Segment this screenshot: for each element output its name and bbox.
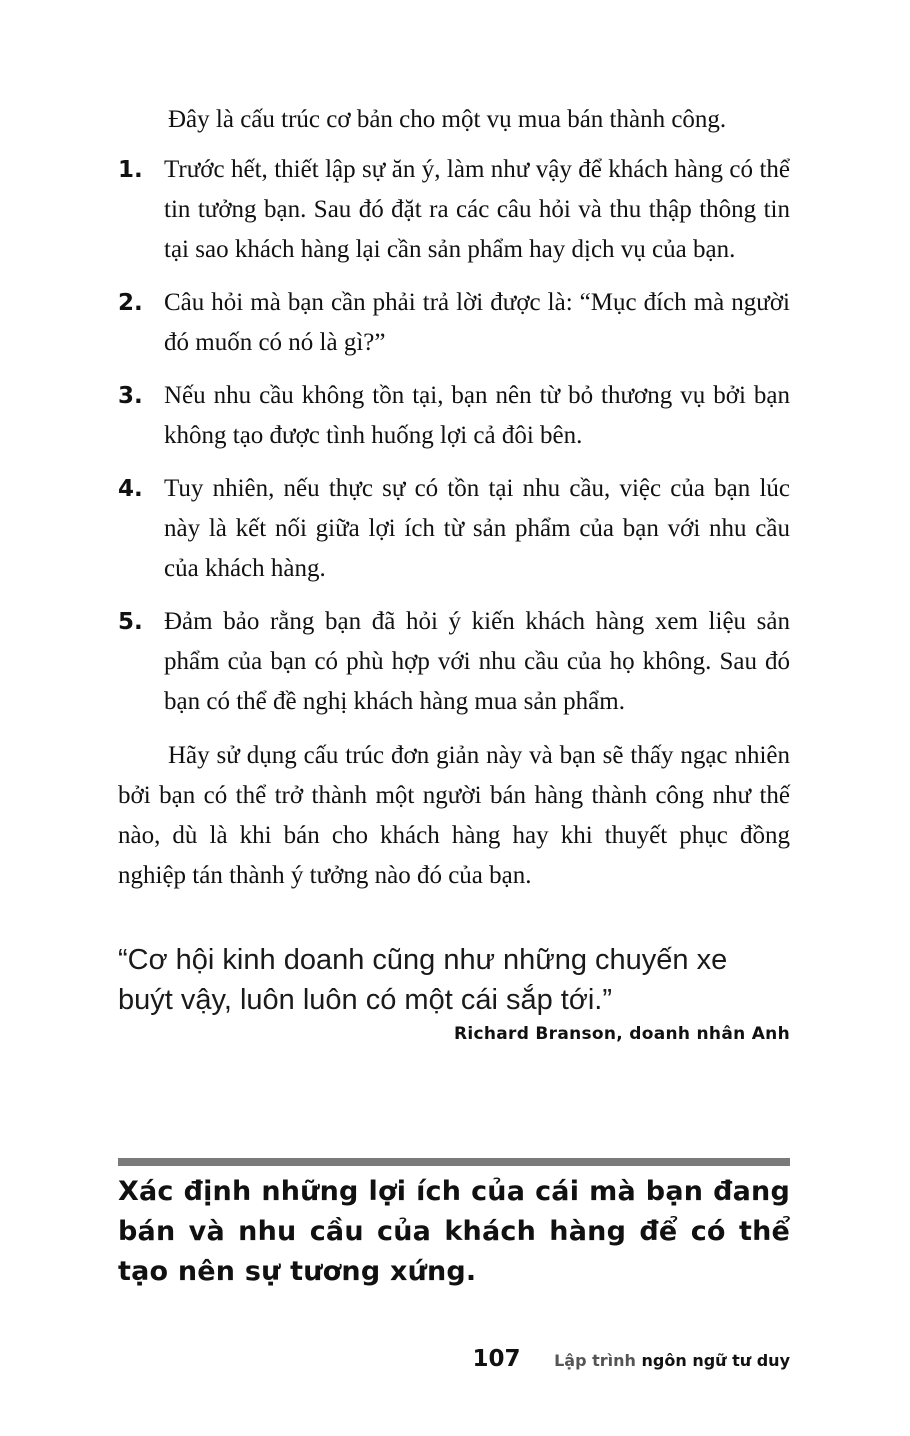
step-number: 3. bbox=[118, 383, 143, 409]
step-text: Đảm bảo rằng bạn đã hỏi ý kiến khách hàng xem liệu sản phẩm của bạn có phù hợp với nhu cầu của họ không. Sau đó bạn có thể đề nghị khách hàng mua sản phẩm. bbox=[164, 608, 790, 715]
steps-list bbox=[118, 150, 790, 722]
step-number: 4. bbox=[118, 476, 143, 502]
step-text: Câu hỏi mà bạn cần phải trả lời được là: “Mục đích mà người đó muốn có nó là gì?” bbox=[164, 289, 790, 356]
summary-divider bbox=[118, 1158, 790, 1166]
step-text: Nếu nhu cầu không tồn tại, bạn nên từ bỏ thương vụ bởi bạn không tạo được tình huống lợi cả đôi bên. bbox=[164, 382, 790, 449]
page-number: 107 bbox=[472, 1346, 521, 1372]
step-number: 5. bbox=[118, 609, 143, 635]
closing-paragraph: Hãy sử dụng cấu trúc đơn giản này và bạn sẽ thấy ngạc nhiên bởi bạn có thể trở thành một người bán hàng thành công như thế nào, dù là khi bán cho khách hàng hay khi thuyết phục đồng nghiệp tán thành ý tưởng nào đó của bạn. bbox=[118, 742, 790, 889]
step-number: 2. bbox=[118, 290, 143, 316]
step-text: Trước hết, thiết lập sự ăn ý, làm như vậy để khách hàng có thể tin tưởng bạn. Sau đó đặt ra các câu hỏi và thu thập thông tin tại sao khách hàng lại cần sản phẩm hay dịch vụ của bạn. bbox=[164, 156, 790, 263]
step-text: Tuy nhiên, nếu thực sự có tồn tại nhu cầu, việc của bạn lúc này là kết nối giữa lợi ích từ sản phẩm của bạn với nhu cầu của khách hàng. bbox=[164, 475, 790, 582]
step-item-3 bbox=[118, 376, 790, 456]
quote-attribution: Richard Branson, doanh nhân Anh bbox=[453, 1024, 790, 1044]
step-item-4 bbox=[118, 469, 790, 589]
intro-paragraph: Đây là cấu trúc cơ bản cho một vụ mua bán thành công. bbox=[168, 106, 727, 133]
quote-text: “Cơ hội kinh doanh cũng như những chuyến xe buýt vậy, luôn luôn có một cái sắp tới.” bbox=[118, 944, 728, 1016]
step-item-1 bbox=[118, 150, 790, 270]
step-item-2 bbox=[118, 283, 790, 363]
book-title-part1: Lập trình bbox=[554, 1351, 636, 1370]
book-title-part2: ngôn ngữ tư duy bbox=[641, 1351, 790, 1370]
page-footer bbox=[118, 1346, 790, 1372]
page-body bbox=[118, 100, 790, 1044]
step-number: 1. bbox=[118, 157, 143, 183]
summary-takeaway: Xác định những lợi ích của cái mà bạn đang bán và nhu cầu của khách hàng để có thể tạo nên sự tương xứng. bbox=[118, 1176, 790, 1287]
step-item-5 bbox=[118, 602, 790, 722]
